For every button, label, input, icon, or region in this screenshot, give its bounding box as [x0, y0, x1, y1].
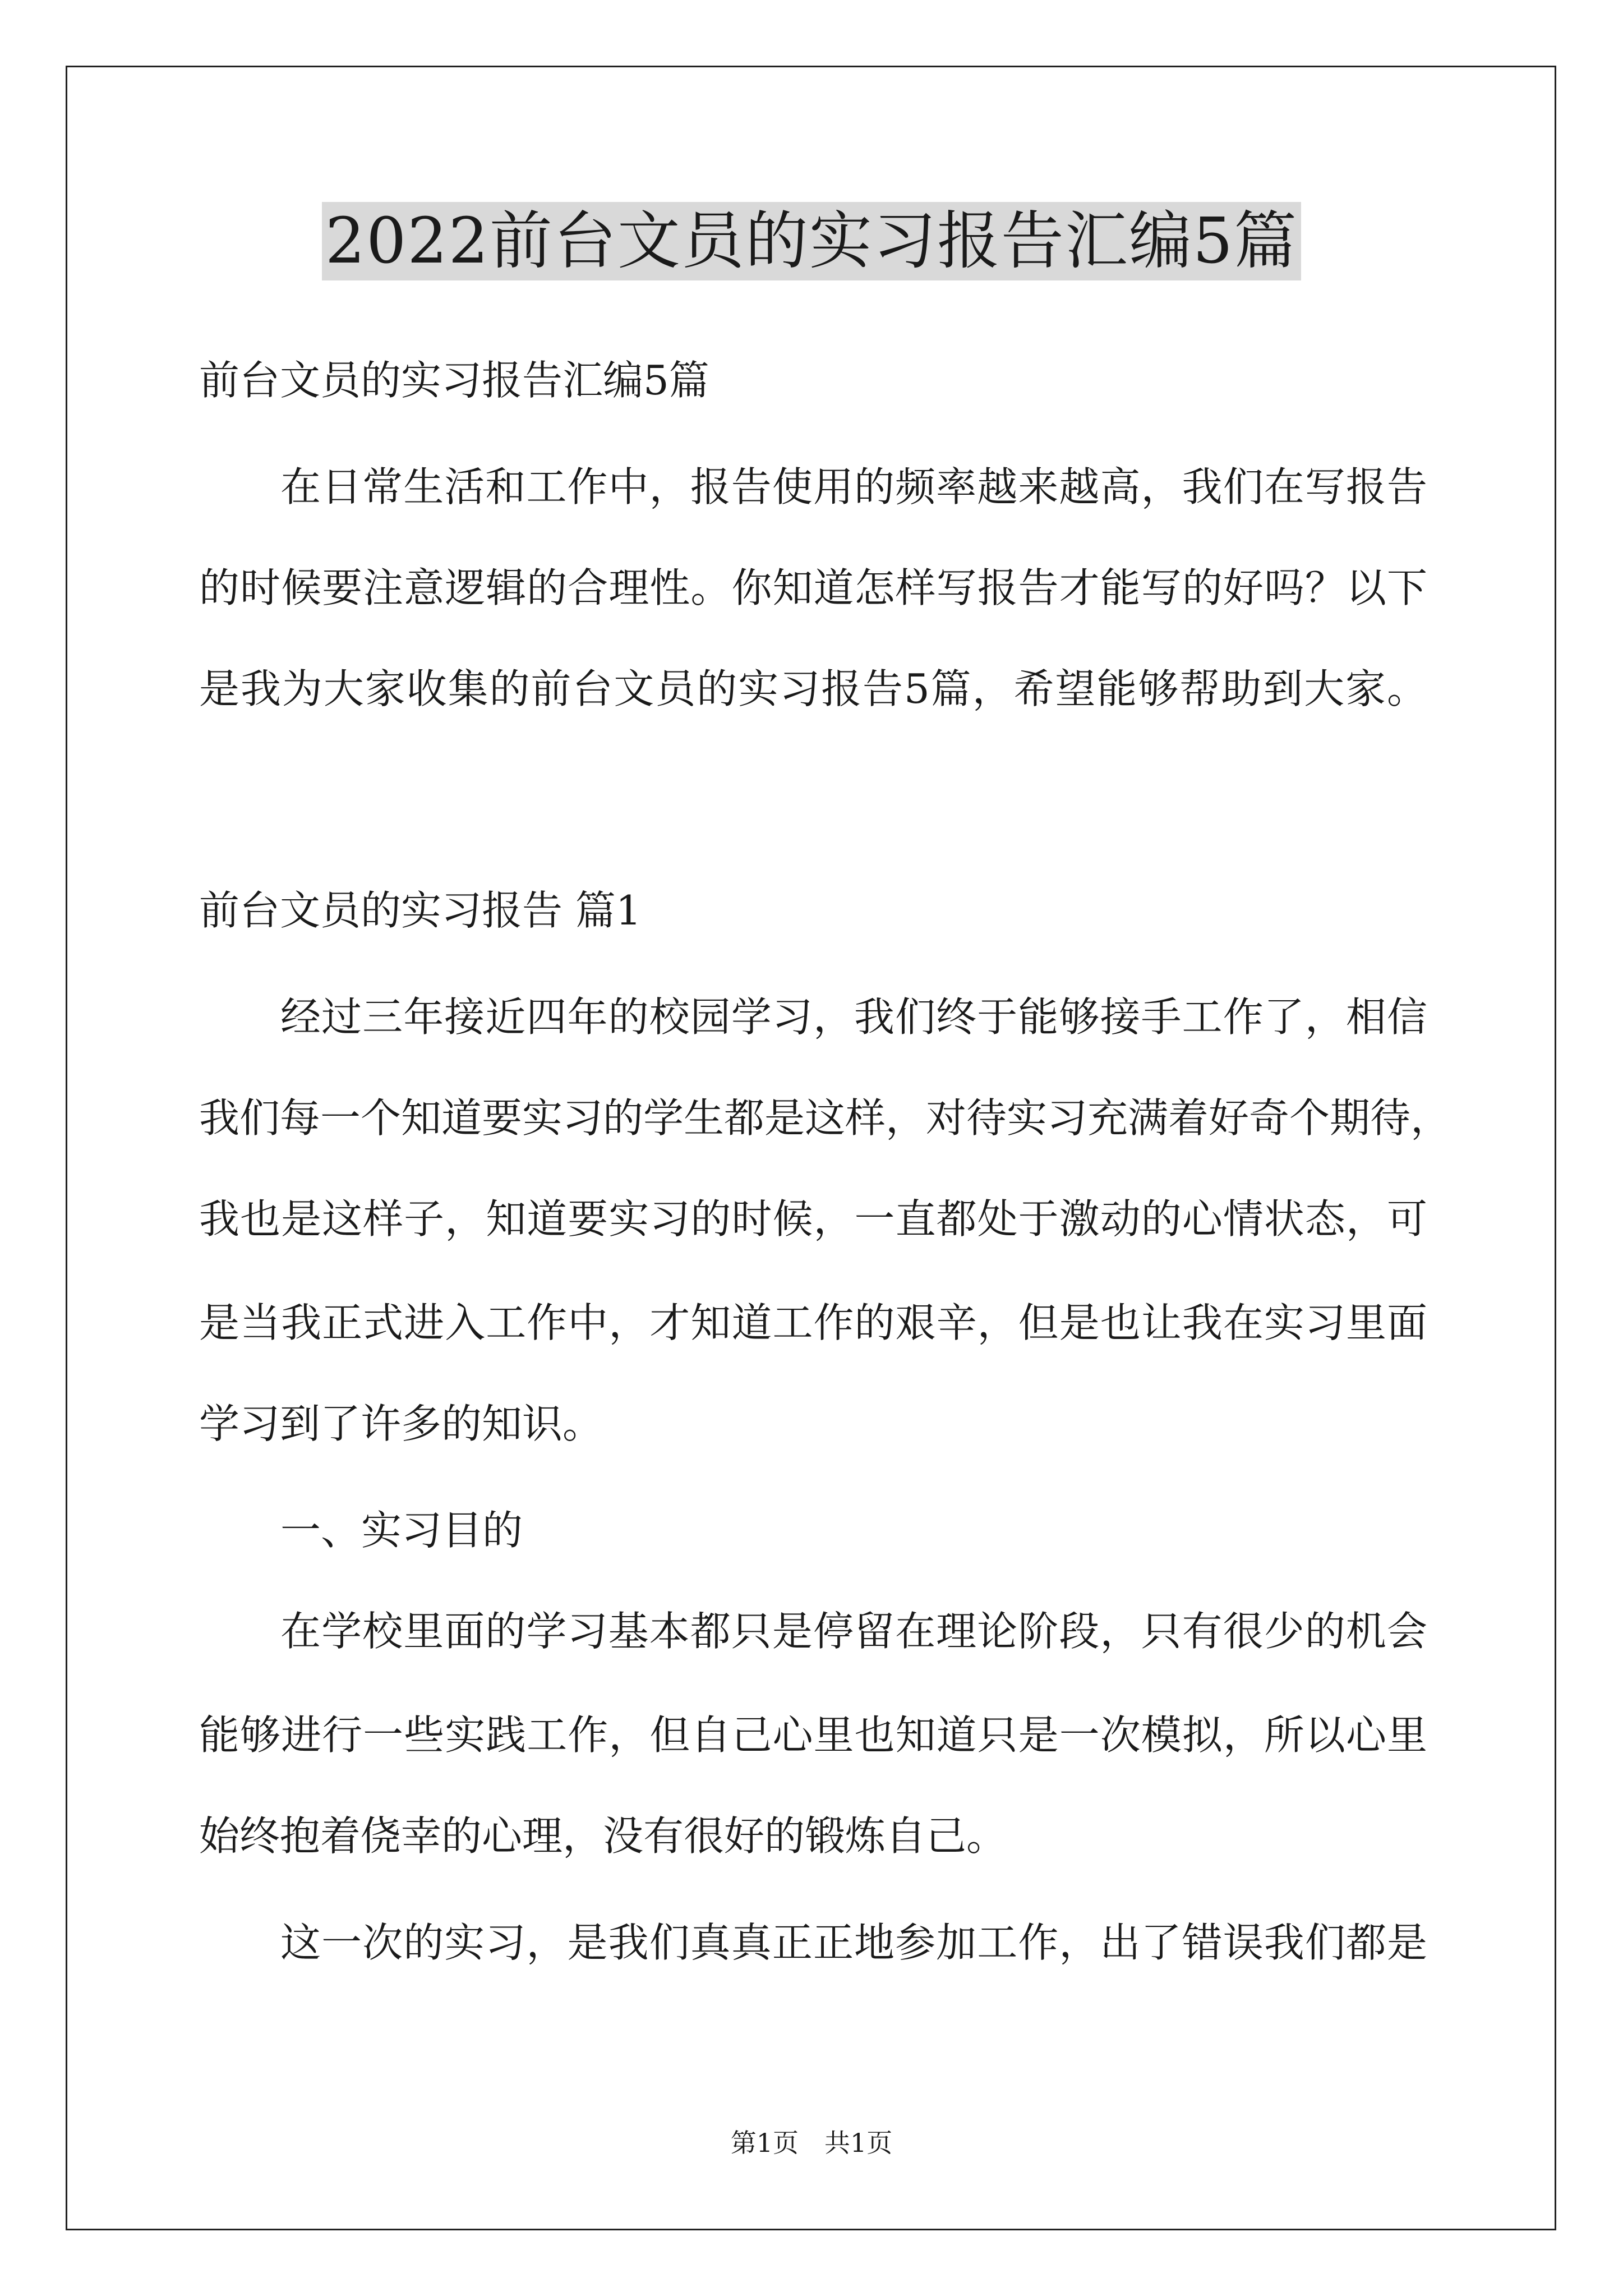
intro-line-3: 是我为大家收集的前台文员的实习报告5篇，希望能够帮助到大家。	[199, 665, 1427, 712]
subtitle: 前台文员的实习报告汇编5篇	[199, 357, 709, 404]
para1-line-4: 是当我正式进入工作中，才知道工作的艰辛，但是也让我在实习里面	[199, 1299, 1427, 1346]
intro-line-2: 的时候要注意逻辑的合理性。你知道怎样写报告才能写的好吗？以下	[199, 564, 1427, 611]
para1-line-3: 我也是这样子，知道要实习的时候，一直都处于激动的心情状态，可	[199, 1195, 1427, 1243]
page-footer: 第1页 共1页	[730, 2128, 893, 2158]
para2-line-2: 能够进行一些实践工作，但自己心里也知道只是一次模拟，所以心里	[199, 1711, 1427, 1759]
para2-line-1: 在学校里面的学习基本都只是停留在理论阶段，只有很少的机会	[280, 1608, 1427, 1655]
title-container	[0, 202, 1623, 280]
section-heading: 前台文员的实习报告 篇1	[199, 887, 642, 934]
sub-heading: 一、实习目的	[280, 1507, 523, 1554]
para3-line-1: 这一次的实习，是我们真真正正地参加工作，出了错误我们都是	[280, 1919, 1427, 1966]
para1-line-5: 学习到了许多的知识。	[199, 1400, 603, 1447]
para1-line-1: 经过三年接近四年的校园学习，我们终于能够接手工作了，相信	[280, 993, 1427, 1041]
para1-line-2: 我们每一个知道要实习的学生都是这样，对待实习充满着好奇个期待，	[199, 1094, 1451, 1142]
intro-line-1: 在日常生活和工作中，报告使用的频率越来越高，我们在写报告	[280, 463, 1427, 510]
document-title: 2022前台文员的实习报告汇编5篇	[322, 202, 1301, 280]
para2-line-3: 始终抱着侥幸的心理，没有很好的锻炼自己。	[199, 1812, 1007, 1860]
